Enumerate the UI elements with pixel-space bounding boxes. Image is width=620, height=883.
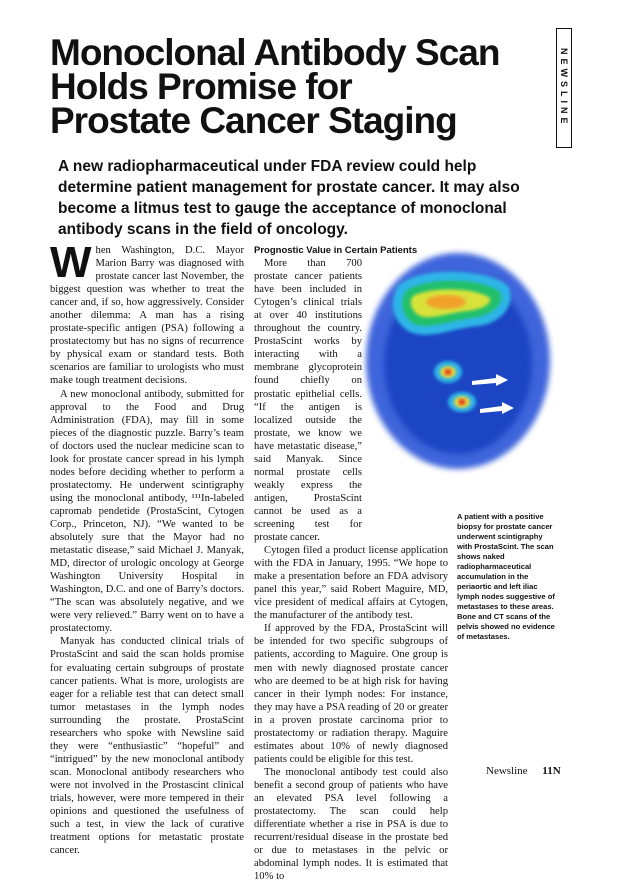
title-line-3: Prostate Cancer Staging — [50, 100, 457, 141]
paragraph: If approved by the FDA, ProstaScint will be intended for two specific subgroups of patients, according to Maguire. One group is men with newly diagnosed prostate cancer who are deemed to be at high risk for having cancer in their lymph nodes: For instance, they may have a PSA reading of 20 or greater in a proven prostate carcinoma prior to prostatectomy or radiation therapy. Maguire estimates about 10% of newly diagnosed patients could be eligible for this test. — [254, 623, 448, 765]
paragraph: The monoclonal antibody test could also benefit a second group of patients who have an elevated PSA level following a prostatectomy. The scan could help differentiate whether a rise in PSA is due to recurrent/residual disease in the prostate bed or due to metastases in the pelvic or abdominal lymph nodes. It is estimated that 10% to — [254, 766, 448, 883]
body-column-1 — [50, 238, 244, 857]
body-column-2 — [254, 244, 448, 883]
paragraph-text: hen Washington, D.C. Mayor Marion Barry was diagnosed with prostate cancer last November, the biggest question was whether to treat the cancer and, if so, how aggressively. Consider another dilemma: A man has a rising prostate-specific antigen (PSA) following a prostatectomy but has no signs of recurrence by physical exam or standard tests. Both scenarios are familiar to urologists who must make tough treatment decisions. — [50, 245, 244, 387]
paragraph: More than 700 prostate cancer patients have been included in Cytogen’s clinical trials at over 40 institutions throughout the country. ProstaScint works by interacting with a membrane glycoprotein found chiefly on prostatic epithelial cells. “If the antigen is localized outside the prostate, we know we have metastatic disease,” said Manyak. Since normal prostate cells weakly express the antigen, ProstaScint cannot be used as a screening test for prostate cancer. — [254, 258, 362, 544]
section-subhead: Prognostic Value in Certain Patients — [254, 245, 418, 256]
page-footer — [486, 765, 576, 777]
article-title — [50, 32, 530, 141]
paragraph — [50, 238, 244, 388]
drop-cap: W — [50, 238, 92, 287]
paragraph: Cytogen filed a product license application with the FDA in January, 1995. “We hope to make a presentation before an FDA advisory panel this year,” said Robert Maguire, MD, vice president of medical affairs at Cytogen, the manufacturer of the antibody test. — [254, 545, 448, 622]
publication-name: Newsline — [486, 765, 528, 777]
section-tab — [556, 28, 572, 148]
article-deck: A new radiopharmaceutical under FDA review could help determine patient management for prostate cancer. It may also become a litmus test to gauge the acceptance of monoclonal antibody scans in the field of oncology. — [58, 158, 520, 238]
paragraph: A new monoclonal antibody, submitted for approval to the Food and Drug Administration (FDA), may fill in some pieces of the diagnostic puzzle. Barry’s team of doctors used the nuclear medicine scan to look for prostate cancer spread in his lymph nodes before deciding whether to perform a prostatectomy. He underwent scintigraphy using the monoclonal antibody, ¹¹¹In-labeled capromab pendetide (ProstaScint, Cytogen Corp., Princeton, NJ). “We wanted to be absolutely sure that the Mayor had no metastatic disease,” said Michael J. Manyak, MD, director of urologic oncology at George Washington University Hospital in Washington, D.C. and one of Barry’s doctors. “The scan was absolutely negative, and we were very relieved.” Barry went on to have a prostatectomy. — [50, 388, 244, 635]
title-line-2: Holds Promise for — [50, 66, 352, 107]
paragraph: Manyak has conducted clinical trials of ProstaScint and said the scan holds promise for evaluating certain subgroups of prostate cancer patients. What is more, urologists are eager for a reliable test that can detect small tumor metastases in the lymph nodes surrounding the prostate. ProstaScint researchers who spoke with Newsline said they were “enthusiastic” “hopeful” and “intrigued” by the new monoclonal antibody scan. Monoclonal antibody researchers who were not involved in the Prostascint clinical trials, however, were more tempered in their opinions and questioned the usefulness of such a test, in view the lack of curative treatment options for metastatic prostate cancer. — [50, 636, 244, 857]
section-tab-label: NEWSLINE — [559, 48, 569, 128]
figure-caption: A patient with a positive biopsy for prostate cancer underwent scintigraphy with ProstaScint. The scan shows naked radiopharmaceutical accumulation in the periaortic and left iliac lymph nodes suggestive of metastases to these areas. Bone and CT scans of the pelvis showed no evidence of metastases. — [457, 512, 555, 641]
title-line-1: Monoclonal Antibody Scan — [50, 32, 500, 73]
page-number: 11N — [542, 765, 561, 777]
